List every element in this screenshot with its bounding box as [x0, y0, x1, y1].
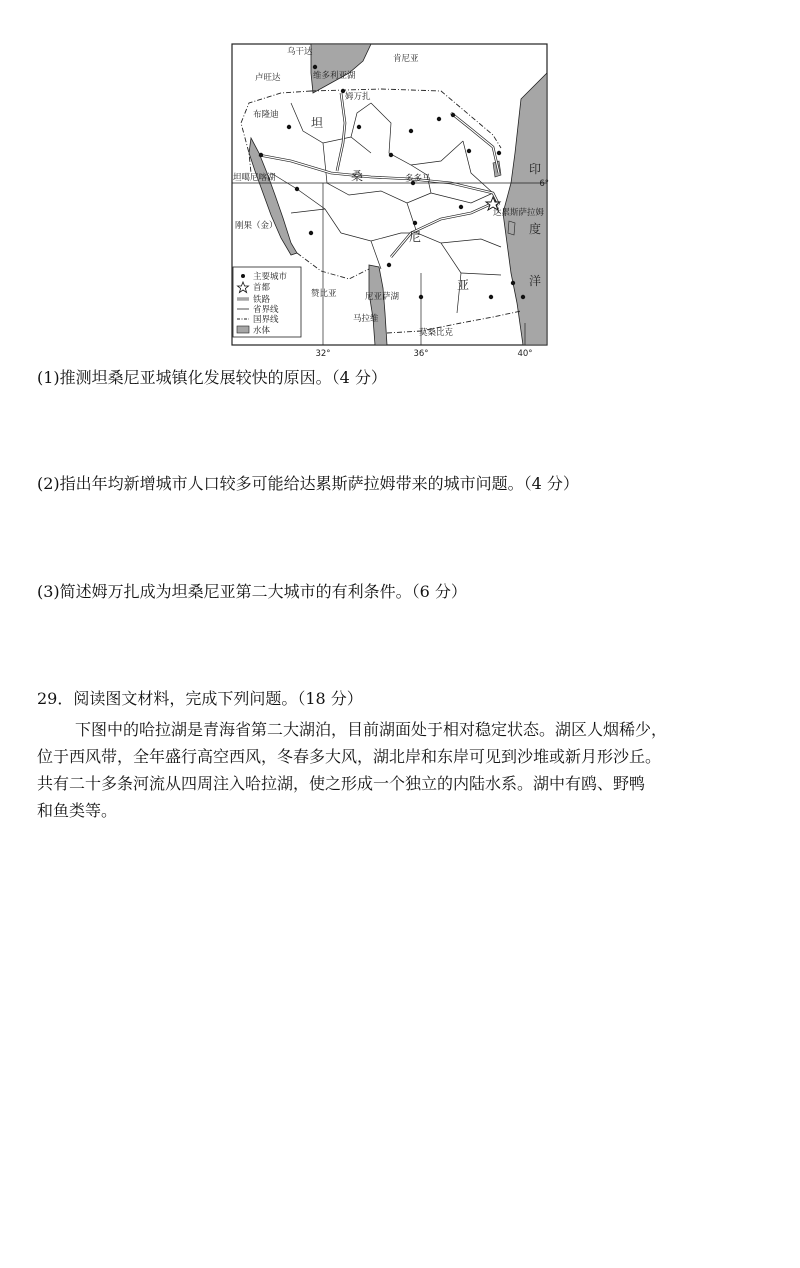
question-2: (2)指出年均新增城市人口较多可能给达累斯萨拉姆带来的城市问题。（4 分） [37, 474, 579, 493]
city-dot [489, 295, 493, 299]
country-char: 亚 [457, 278, 470, 292]
label-kenya: 肯尼亚 [393, 54, 419, 64]
legend-water: 水体 [253, 326, 271, 336]
label-victoria: 维多利亚湖 [313, 71, 356, 81]
city-dot [437, 117, 441, 121]
label-burundi: 布隆迪 [253, 110, 279, 120]
city-dot [309, 231, 313, 235]
label-mwanza: 姆万扎 [345, 92, 371, 102]
question-3: (3)简述姆万扎成为坦桑尼亚第二大城市的有利条件。（6 分） [37, 582, 467, 601]
city-dot [459, 205, 463, 209]
mafia-shape [508, 221, 515, 235]
material-line: 共有二十多条河流从四周注入哈拉湖，使之形成一个独立的内陆水系。湖中有鸥、野鸭 [37, 774, 646, 793]
city-dot [511, 281, 515, 285]
lon-label: 36° [413, 349, 429, 358]
question-29-heading: 29．阅读图文材料，完成下列问题。（18 分） [37, 689, 363, 708]
label-mozambique: 莫桑比克 [419, 328, 454, 338]
city-dot [259, 153, 263, 157]
city-dot [357, 125, 361, 129]
ocean-char: 印 [529, 162, 542, 176]
country-char: 尼 [409, 230, 422, 244]
label-zambia: 赞比亚 [311, 289, 337, 299]
label-malawi: 马拉维 [353, 314, 379, 324]
city-dot [497, 151, 501, 155]
city-dot [419, 295, 423, 299]
label-nyasa: 尼亚萨湖 [365, 292, 400, 302]
label-dodoma: 多多马 [405, 174, 431, 184]
city-dot [387, 263, 391, 267]
label-tanganyika: 坦噶尼喀湖 [233, 173, 276, 183]
city-dot [521, 295, 525, 299]
legend-capital: 首都 [253, 283, 271, 293]
question-1: (1)推测坦桑尼亚城镇化发展较快的原因。（4 分） [37, 368, 387, 387]
city-dot [313, 65, 317, 69]
label-dar: 达累斯萨拉姆 [493, 208, 545, 218]
question-29-material [37, 716, 765, 824]
lon-label: 40° [517, 349, 533, 358]
lon-label: 32° [315, 349, 331, 358]
city-dot [413, 221, 417, 225]
map-legend [233, 267, 301, 337]
material-line: 和鱼类等。 [37, 801, 118, 820]
city-dot [295, 187, 299, 191]
legend-city: 主要城市 [253, 272, 288, 282]
city-dot [467, 149, 471, 153]
label-drc: 刚果（金） [235, 221, 278, 231]
tanzania-map [231, 43, 549, 358]
city-dot [389, 153, 393, 157]
material-line: 下图中的哈拉湖是青海省第二大湖泊，目前湖面处于相对稳定状态。湖区人烟稀少， [75, 720, 668, 739]
country-char: 桑 [351, 169, 364, 183]
lat-label: 6° [539, 179, 549, 189]
legend-national: 国界线 [253, 315, 279, 325]
legend-provincial: 省界线 [253, 305, 279, 315]
label-uganda: 乌干达 [287, 47, 313, 57]
ocean-char: 洋 [529, 274, 542, 288]
country-char: 坦 [311, 116, 324, 130]
material-line: 位于西风带，全年盛行高空西风，冬春多大风，湖北岸和东岸可见到沙堆或新月形沙丘。 [37, 747, 662, 766]
ocean-char: 度 [529, 222, 542, 236]
label-rwanda: 卢旺达 [255, 73, 281, 83]
city-dot [409, 129, 413, 133]
city-dot [451, 113, 455, 117]
city-dot [287, 125, 291, 129]
legend-railway: 铁路 [253, 295, 271, 305]
